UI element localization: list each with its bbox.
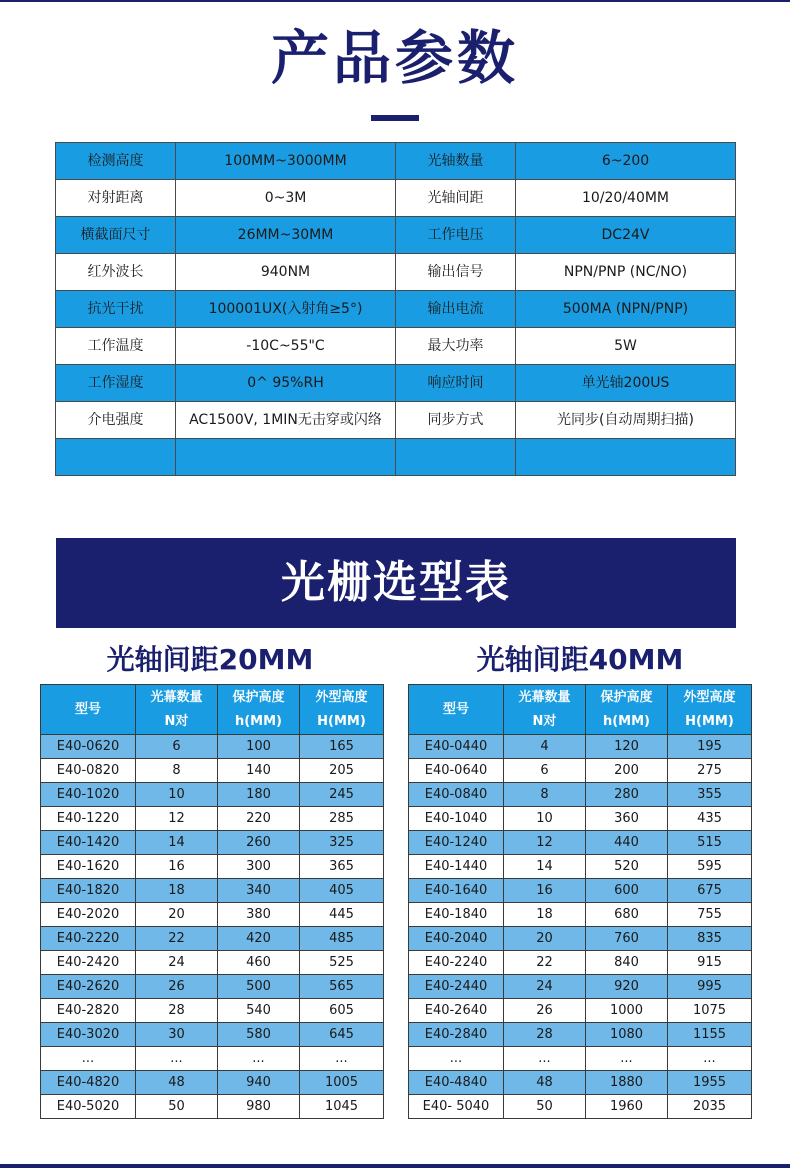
- param-row: [56, 439, 736, 476]
- table-row: [41, 855, 384, 879]
- table-row: [409, 879, 752, 903]
- model-cell: 165: [300, 735, 384, 759]
- model-cell: ...: [504, 1047, 586, 1071]
- table-row: [41, 1095, 384, 1119]
- param-row: [56, 180, 736, 217]
- model-cell: 520: [586, 855, 668, 879]
- model-cell: 380: [218, 903, 300, 927]
- model-cell: 14: [504, 855, 586, 879]
- param-label: 同步方式: [396, 402, 516, 439]
- model-cell: 680: [586, 903, 668, 927]
- param-value: 0~3M: [176, 180, 396, 217]
- model-table-20mm: [40, 684, 384, 1119]
- param-label: 介电强度: [56, 402, 176, 439]
- model-cell: 1005: [300, 1071, 384, 1095]
- model-header-line: h(MM): [602, 713, 650, 729]
- model-cell: 28: [136, 999, 218, 1023]
- model-header-line: 保护高度: [232, 689, 285, 705]
- param-row: [56, 143, 736, 180]
- model-cell: 600: [586, 879, 668, 903]
- model-cell: 325: [300, 831, 384, 855]
- model-cell: E40-2020: [41, 903, 136, 927]
- param-value: 光同步(自动周期扫描): [516, 402, 736, 439]
- param-row: [56, 328, 736, 365]
- spacing-40mm-title: 光轴间距40MM: [476, 643, 684, 676]
- table-row: [409, 1023, 752, 1047]
- model-cell: 280: [586, 783, 668, 807]
- model-cell: E40-1840: [409, 903, 504, 927]
- model-cell: 140: [218, 759, 300, 783]
- model-cell: 1000: [586, 999, 668, 1023]
- table-row: [409, 1095, 752, 1119]
- model-cell: 360: [586, 807, 668, 831]
- model-header-line: 光幕数量: [518, 689, 571, 705]
- model-cell: E40-2640: [409, 999, 504, 1023]
- model-cell: 300: [218, 855, 300, 879]
- model-header-row: [41, 685, 384, 735]
- model-cell: 260: [218, 831, 300, 855]
- model-cell: 245: [300, 783, 384, 807]
- param-label: 工作湿度: [56, 365, 176, 402]
- param-value: 10/20/40MM: [516, 180, 736, 217]
- model-cell: 10: [136, 783, 218, 807]
- table-row: [409, 759, 752, 783]
- model-cell: E40-0840: [409, 783, 504, 807]
- model-cell: E40-2620: [41, 975, 136, 999]
- model-cell: 645: [300, 1023, 384, 1047]
- model-cell: E40-2440: [409, 975, 504, 999]
- model-cell: ...: [586, 1047, 668, 1071]
- model-cell: E40-1020: [41, 783, 136, 807]
- model-cell: 365: [300, 855, 384, 879]
- model-cell: 4: [504, 735, 586, 759]
- model-cell: 24: [504, 975, 586, 999]
- model-column-header: [136, 685, 218, 735]
- model-cell: 920: [586, 975, 668, 999]
- table-row: [41, 927, 384, 951]
- model-column-header: [41, 685, 136, 735]
- model-cell: 22: [504, 951, 586, 975]
- product-params-table: [55, 142, 736, 476]
- model-cell: 22: [136, 927, 218, 951]
- model-cell: 205: [300, 759, 384, 783]
- table-row: [409, 927, 752, 951]
- param-value: NPN/PNP (NC/NO): [516, 254, 736, 291]
- param-label: 横截面尺寸: [56, 217, 176, 254]
- model-cell: 760: [586, 927, 668, 951]
- model-table-40mm: [408, 684, 752, 1119]
- model-header-line: 型号: [74, 701, 101, 717]
- table-row: [409, 975, 752, 999]
- table-row: [41, 1071, 384, 1095]
- model-cell: 50: [136, 1095, 218, 1119]
- model-cell: 195: [668, 735, 752, 759]
- model-cell: 1960: [586, 1095, 668, 1119]
- param-label: 响应时间: [396, 365, 516, 402]
- model-header-line: 光幕数量: [150, 689, 203, 705]
- model-cell: 1155: [668, 1023, 752, 1047]
- model-cell: 180: [218, 783, 300, 807]
- model-column-header: [668, 685, 752, 735]
- model-cell: 20: [136, 903, 218, 927]
- param-value: 单光轴200US: [516, 365, 736, 402]
- model-cell: 1075: [668, 999, 752, 1023]
- table-row: [41, 783, 384, 807]
- param-value: [516, 439, 736, 476]
- model-cell: 12: [136, 807, 218, 831]
- model-cell: 28: [504, 1023, 586, 1047]
- model-cell: 26: [504, 999, 586, 1023]
- model-cell: 20: [504, 927, 586, 951]
- table-row: [409, 735, 752, 759]
- model-cell: 565: [300, 975, 384, 999]
- model-cell: 50: [504, 1095, 586, 1119]
- model-cell: 435: [668, 807, 752, 831]
- top-border-line: [0, 0, 790, 2]
- model-cell: 120: [586, 735, 668, 759]
- model-cell: 1880: [586, 1071, 668, 1095]
- model-cell: 30: [136, 1023, 218, 1047]
- model-cell: 840: [586, 951, 668, 975]
- model-cell: ...: [41, 1047, 136, 1071]
- selection-banner: 光栅选型表: [56, 538, 736, 628]
- model-cell: E40-2820: [41, 999, 136, 1023]
- model-cell: E40-0440: [409, 735, 504, 759]
- model-cell: 2035: [668, 1095, 752, 1119]
- model-cell: E40-1240: [409, 831, 504, 855]
- model-column-header: [300, 685, 384, 735]
- param-value: 500MA (NPN/PNP): [516, 291, 736, 328]
- param-value: 0^ 95%RH: [176, 365, 396, 402]
- model-cell: 8: [136, 759, 218, 783]
- table-row: [41, 903, 384, 927]
- model-cell: 16: [136, 855, 218, 879]
- table-row: [41, 759, 384, 783]
- table-row: [41, 831, 384, 855]
- table-row: [409, 951, 752, 975]
- model-cell: 48: [136, 1071, 218, 1095]
- model-cell: 26: [136, 975, 218, 999]
- param-label: 工作温度: [56, 328, 176, 365]
- table-row: [41, 999, 384, 1023]
- model-cell: ...: [136, 1047, 218, 1071]
- model-cell: 980: [218, 1095, 300, 1119]
- model-header-line: H(MM): [685, 713, 734, 729]
- model-cell: 6: [136, 735, 218, 759]
- param-row: [56, 217, 736, 254]
- model-column-header: [586, 685, 668, 735]
- table-row: [41, 735, 384, 759]
- model-cell: 405: [300, 879, 384, 903]
- param-label: 输出电流: [396, 291, 516, 328]
- model-cell: 835: [668, 927, 752, 951]
- table-row: [409, 783, 752, 807]
- param-value: DC24V: [516, 217, 736, 254]
- model-cell: 8: [504, 783, 586, 807]
- title-underline: [371, 115, 419, 121]
- model-cell: 995: [668, 975, 752, 999]
- model-cell: E40-2040: [409, 927, 504, 951]
- model-cell: E40-0640: [409, 759, 504, 783]
- table-row: [409, 1071, 752, 1095]
- model-header-row: [409, 685, 752, 735]
- model-cell: E40-0620: [41, 735, 136, 759]
- model-cell: 1080: [586, 1023, 668, 1047]
- param-label: 抗光干扰: [56, 291, 176, 328]
- model-cell: E40-2220: [41, 927, 136, 951]
- model-cell: 18: [136, 879, 218, 903]
- model-cell: 24: [136, 951, 218, 975]
- model-header-line: 保护高度: [600, 689, 653, 705]
- model-cell: ...: [409, 1047, 504, 1071]
- model-header-line: h(MM): [234, 713, 282, 729]
- model-cell: 485: [300, 927, 384, 951]
- param-label: 光轴数量: [396, 143, 516, 180]
- table-row: [409, 855, 752, 879]
- model-cell: 1045: [300, 1095, 384, 1119]
- model-cell: 515: [668, 831, 752, 855]
- param-label: 红外波长: [56, 254, 176, 291]
- model-column-header: [409, 685, 504, 735]
- model-cell: 500: [218, 975, 300, 999]
- model-cell: E40-2240: [409, 951, 504, 975]
- model-cell: E40- 5040: [409, 1095, 504, 1119]
- model-cell: E40-1420: [41, 831, 136, 855]
- param-label: 光轴间距: [396, 180, 516, 217]
- param-row: [56, 402, 736, 439]
- model-cell: E40-5020: [41, 1095, 136, 1119]
- param-label: 最大功率: [396, 328, 516, 365]
- model-cell: 220: [218, 807, 300, 831]
- model-cell: ...: [668, 1047, 752, 1071]
- param-value: [176, 439, 396, 476]
- model-cell: E40-1620: [41, 855, 136, 879]
- model-cell: 16: [504, 879, 586, 903]
- param-value: 100MM~3000MM: [176, 143, 396, 180]
- model-cell: 445: [300, 903, 384, 927]
- model-cell: 605: [300, 999, 384, 1023]
- model-cell: 340: [218, 879, 300, 903]
- model-cell: 940: [218, 1071, 300, 1095]
- param-value: 6~200: [516, 143, 736, 180]
- model-cell: E40-4820: [41, 1071, 136, 1095]
- table-row: [409, 903, 752, 927]
- model-cell: 1955: [668, 1071, 752, 1095]
- model-cell: E40-3020: [41, 1023, 136, 1047]
- param-label: 工作电压: [396, 217, 516, 254]
- bottom-border-line: [0, 1164, 790, 1168]
- table-row: [41, 1047, 384, 1071]
- param-value: 100001UX(入射角≥5°): [176, 291, 396, 328]
- model-cell: 440: [586, 831, 668, 855]
- model-cell: 915: [668, 951, 752, 975]
- model-cell: 12: [504, 831, 586, 855]
- param-label: 对射距离: [56, 180, 176, 217]
- model-header-line: 型号: [442, 701, 469, 717]
- table-row: [41, 879, 384, 903]
- model-cell: 580: [218, 1023, 300, 1047]
- model-column-header: [218, 685, 300, 735]
- table-row: [409, 999, 752, 1023]
- param-row: [56, 365, 736, 402]
- page-title: 产品参数: [270, 24, 519, 92]
- model-header-line: 外型高度: [683, 689, 736, 705]
- table-row: [41, 951, 384, 975]
- param-value: 940NM: [176, 254, 396, 291]
- param-row: [56, 291, 736, 328]
- table-row: [409, 1047, 752, 1071]
- model-cell: 6: [504, 759, 586, 783]
- model-cell: 595: [668, 855, 752, 879]
- param-value: 5W: [516, 328, 736, 365]
- table-row: [409, 831, 752, 855]
- param-value: AC1500V, 1MIN无击穿或闪络: [176, 402, 396, 439]
- model-cell: E40-2420: [41, 951, 136, 975]
- model-cell: 540: [218, 999, 300, 1023]
- model-header-line: H(MM): [317, 713, 366, 729]
- table-row: [409, 807, 752, 831]
- model-cell: E40-1040: [409, 807, 504, 831]
- param-label: 输出信号: [396, 254, 516, 291]
- model-cell: E40-1820: [41, 879, 136, 903]
- model-cell: 285: [300, 807, 384, 831]
- model-cell: 100: [218, 735, 300, 759]
- model-cell: 355: [668, 783, 752, 807]
- table-row: [41, 1023, 384, 1047]
- param-value: 26MM~30MM: [176, 217, 396, 254]
- param-label: [56, 439, 176, 476]
- model-cell: 525: [300, 951, 384, 975]
- model-header-line: 外型高度: [315, 689, 368, 705]
- model-column-header: [504, 685, 586, 735]
- model-cell: 675: [668, 879, 752, 903]
- model-cell: E40-2840: [409, 1023, 504, 1047]
- model-cell: 18: [504, 903, 586, 927]
- model-header-line: N对: [164, 713, 189, 729]
- param-row: [56, 254, 736, 291]
- param-label: 检测高度: [56, 143, 176, 180]
- model-cell: 275: [668, 759, 752, 783]
- model-cell: 10: [504, 807, 586, 831]
- model-header-line: N对: [532, 713, 557, 729]
- table-row: [41, 975, 384, 999]
- table-row: [41, 807, 384, 831]
- spacing-20mm-title: 光轴间距20MM: [106, 643, 314, 676]
- model-cell: 460: [218, 951, 300, 975]
- model-cell: 14: [136, 831, 218, 855]
- param-label: [396, 439, 516, 476]
- param-value: -10C~55"C: [176, 328, 396, 365]
- model-cell: 200: [586, 759, 668, 783]
- model-cell: 420: [218, 927, 300, 951]
- model-cell: ...: [218, 1047, 300, 1071]
- model-cell: ...: [300, 1047, 384, 1071]
- model-cell: 48: [504, 1071, 586, 1095]
- model-cell: E40-1640: [409, 879, 504, 903]
- model-cell: E40-1440: [409, 855, 504, 879]
- model-cell: E40-4840: [409, 1071, 504, 1095]
- model-cell: E40-0820: [41, 759, 136, 783]
- model-cell: E40-1220: [41, 807, 136, 831]
- model-cell: 755: [668, 903, 752, 927]
